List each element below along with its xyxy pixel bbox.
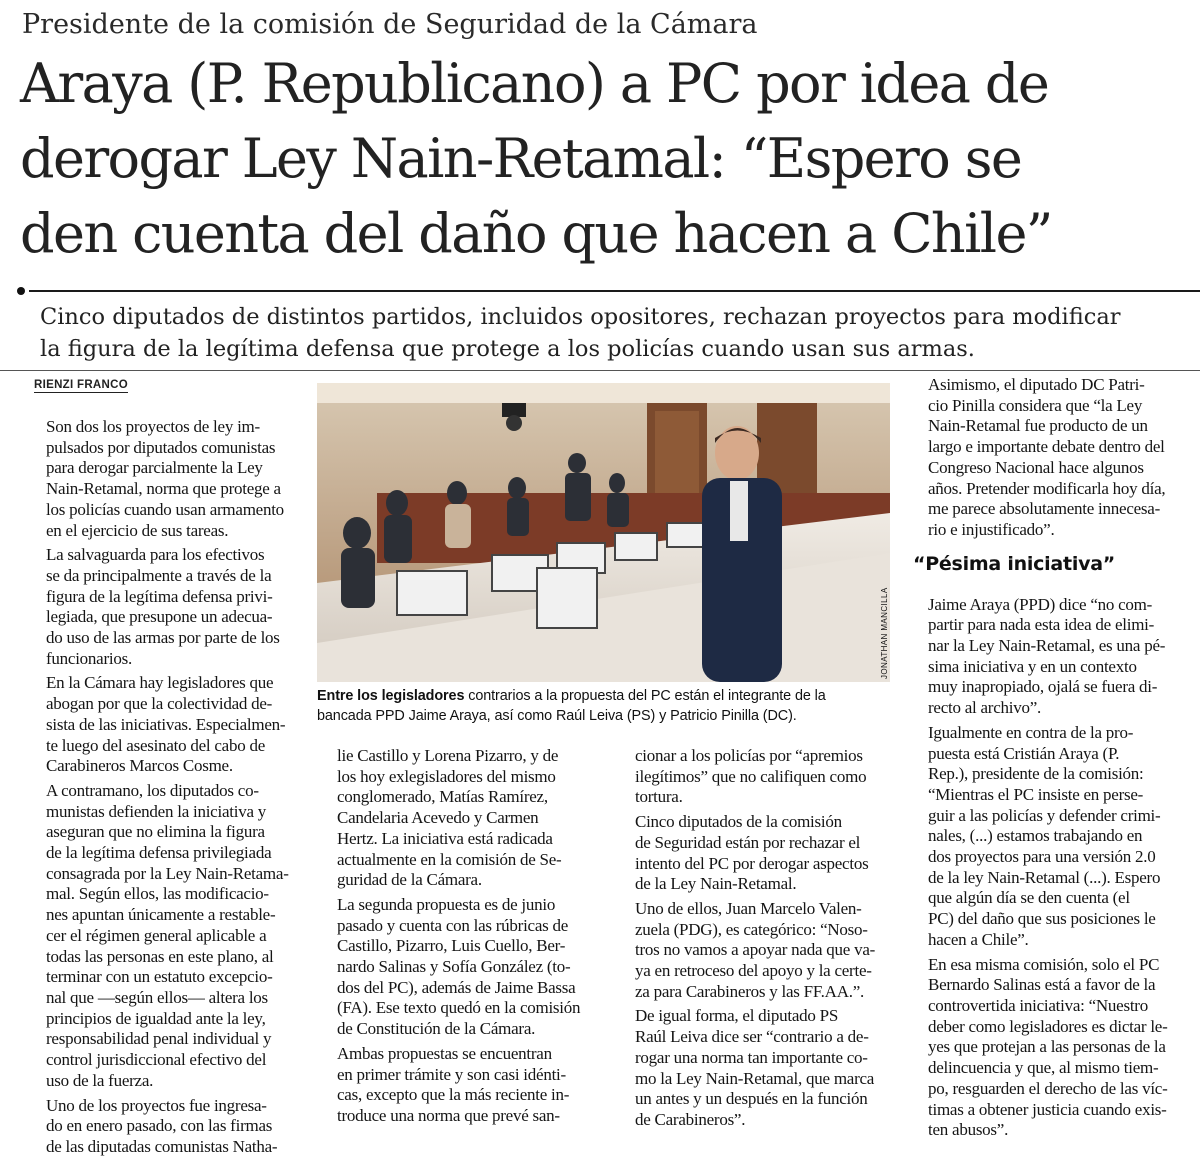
photo-credit: JONATHAN MANCILLA <box>880 587 889 679</box>
text-line: un antes y un después en la función <box>635 1089 868 1109</box>
text-line: De igual forma, el diputado PS <box>635 1006 839 1026</box>
paragraph <box>312 1044 598 1127</box>
text-line: Nain-Retamal, norma que protege a <box>46 479 281 499</box>
text-line: Nain-Retamal fue producto de un <box>928 416 1148 436</box>
text-line: zuela (PDG), es categórico: “Noso- <box>635 919 868 939</box>
text-line: largo e importante debate dentro del <box>928 437 1165 457</box>
text-line: control jurisdiccional efectivo del <box>46 1050 267 1070</box>
deck-line: Cinco diputados de distintos partidos, incluidos opositores, rechazan proyectos para modificar <box>40 304 1121 330</box>
text-line: rio e injustificado”. <box>928 519 1055 539</box>
text-line: en el ejercicio de sus tareas. <box>46 520 229 540</box>
text-line: ilegítimos” que no califiquen como <box>635 766 867 786</box>
deck <box>40 301 1185 365</box>
paragraph <box>903 723 1195 951</box>
text-line: actualmente en la comisión de Se- <box>337 849 562 869</box>
headline-line: Araya (P. Republicano) a PC por idea de <box>20 52 1049 115</box>
text-line: Candelaria Acevedo y Carmen <box>337 808 539 828</box>
text-line: de la legítima defensa privilegiada <box>46 843 272 863</box>
text-line: A contramano, los diputados co- <box>46 780 259 800</box>
text-line: recto al archivo”. <box>928 698 1042 718</box>
text-line: En la Cámara hay legisladores que <box>46 673 274 693</box>
text-line: nes apuntan únicamente a restable- <box>46 905 276 925</box>
paragraph <box>312 746 598 891</box>
kicker: Presidente de la comisión de Seguridad de la Cámara <box>22 9 758 40</box>
text-line: terminar con un estatuto excepcio- <box>46 967 273 987</box>
text-line: do uso de las armas por parte de los <box>46 628 280 648</box>
paragraph <box>21 1096 296 1158</box>
text-line: za para Carabineros y las FF.AA.”. <box>635 981 865 1001</box>
text-line: timas a obtener justicia cuando exis- <box>928 1099 1167 1119</box>
text-line: muy inapropiado, ojalá se fuera di- <box>928 677 1158 697</box>
text-line: de Carabineros”. <box>635 1109 746 1129</box>
paragraph <box>610 1006 895 1130</box>
divider <box>29 290 1200 292</box>
text-line: los hoy exlegisladores del mismo <box>337 766 556 786</box>
text-line: aseguran que no elimina la figura <box>46 822 265 842</box>
paragraph <box>903 595 1195 719</box>
text-line: se da principalmente a través de la <box>46 565 272 585</box>
text-line: mal. Según ellos, las modificacio- <box>46 884 269 904</box>
text-line: funcionarios. <box>46 648 132 668</box>
text-line: yes que protejan a las personas de la <box>928 1037 1166 1057</box>
text-line: Rep.), presidente de la comisión: <box>928 764 1144 784</box>
text-line: controvertida iniciativa: “Nuestro <box>928 995 1148 1015</box>
text-line: Igualmente en contra de la pro- <box>928 722 1134 742</box>
text-line: La salvaguarda para los efectivos <box>46 545 265 565</box>
text-line: Asimismo, el diputado DC Patri- <box>928 375 1145 394</box>
text-line: po, resguarden el derecho de las víc- <box>928 1078 1168 1098</box>
text-line: los policías cuando usan armamento <box>46 499 284 519</box>
text-line: nardo Salinas y Sofía González (to- <box>337 957 571 977</box>
text-line: Uno de los proyectos fue ingresa- <box>46 1095 267 1115</box>
paragraph <box>610 899 895 1003</box>
text-line: ya en retroceso del apoyo y la certe- <box>635 961 872 981</box>
text-line: troduce una norma que prevé san- <box>337 1105 560 1125</box>
text-line: de Constitución de la Cámara. <box>337 1019 536 1039</box>
column-1 <box>21 417 296 1162</box>
text-line: Ambas propuestas se encuentran <box>337 1043 552 1063</box>
text-line: do en enero pasado, con las firmas <box>46 1116 273 1136</box>
deck-line: la figura de la legítima defensa que protege a los policías cuando usan sus armas. <box>40 336 975 362</box>
text-line: puesta está Cristián Araya (P. <box>928 743 1120 763</box>
text-line: pulsados por diputados comunistas <box>46 437 276 457</box>
text-line: me parece absolutamente innecesa- <box>928 499 1160 519</box>
text-line: legiada, que presupone un adecua- <box>46 607 273 627</box>
paragraph <box>21 417 296 541</box>
text-line: todas las personas en este plano, al <box>46 946 274 966</box>
text-line: cionar a los policías por “apremios <box>635 746 863 765</box>
text-line: guridad de la Cámara. <box>337 870 482 890</box>
headline-line: derogar Ley Nain-Retamal: “Espero se <box>20 127 1022 190</box>
paragraph <box>903 375 1195 541</box>
section-subhead: “Pésima iniciativa” <box>913 552 1116 575</box>
paragraph <box>610 746 895 808</box>
photo <box>317 383 890 682</box>
text-line: de las diputadas comunistas Natha- <box>46 1136 278 1156</box>
text-line: lie Castillo y Lorena Pizarro, y de <box>337 746 559 765</box>
text-line: cio Pinilla considera que “la Ley <box>928 395 1143 415</box>
text-line: dos proyectos para una versión 2.0 <box>928 847 1156 867</box>
text-line: sima iniciativa y en un contexto <box>928 656 1137 676</box>
text-line: cas, excepto que la más reciente in- <box>337 1085 570 1105</box>
column-4 <box>903 375 1195 1145</box>
text-line: Raúl Leiva dice ser “contrario a de- <box>635 1027 869 1047</box>
text-line: munistas defienden la iniciativa y <box>46 801 266 821</box>
caption-text: contrarios a la propuesta del PC están el integrante de la <box>464 688 826 704</box>
text-line: principios de igualdad ante la ley, <box>46 1008 266 1028</box>
text-line: Congreso Nacional hace algunos <box>928 457 1144 477</box>
text-line: intento del PC por derogar aspectos <box>635 853 869 873</box>
column-4-top <box>903 375 1195 541</box>
text-line: ten abusos”. <box>928 1120 1009 1140</box>
text-line: Bernardo Salinas está a favor de la <box>928 975 1156 995</box>
text-line: figura de la legítima defensa privi- <box>46 586 273 606</box>
text-line: rogar una norma tan importante co- <box>635 1047 868 1067</box>
paragraph <box>21 545 296 669</box>
text-line: nar la Ley Nain-Retamal, es una pé- <box>928 636 1166 656</box>
text-line: para derogar parcialmente la Ley <box>46 458 263 478</box>
paragraph <box>21 781 296 1092</box>
text-line: Carabineros Marcos Cosme. <box>46 756 233 776</box>
paragraph <box>21 673 296 777</box>
caption-lead: Entre los legisladores <box>317 688 465 704</box>
text-line: abogan por que la colectividad de- <box>46 694 273 714</box>
photo-caption <box>317 686 892 726</box>
divider <box>0 370 1200 371</box>
text-line: Castillo, Pizarro, Luis Cuello, Ber- <box>337 936 566 956</box>
text-line: La segunda propuesta es de junio <box>337 894 556 914</box>
text-line: nal que —según ellos— altera los <box>46 987 268 1007</box>
text-line: tros no vamos a apoyar nada que va- <box>635 940 876 960</box>
paragraph <box>610 812 895 895</box>
text-line: partir para nada esta idea de elimi- <box>928 615 1155 635</box>
deck-bullet-icon <box>17 287 25 295</box>
text-line: de Seguridad están por rechazar el <box>635 832 861 852</box>
text-line: Uno de ellos, Juan Marcelo Valen- <box>635 898 862 918</box>
text-line: Jaime Araya (PPD) dice “no com- <box>928 594 1153 614</box>
text-line: delincuencia y que, al mismo tiem- <box>928 1058 1159 1078</box>
text-line: Cinco diputados de la comisión <box>635 812 842 832</box>
text-line: deber como legisladores es dictar le- <box>928 1016 1168 1036</box>
headline-line: den cuenta del daño que hacen a Chile” <box>20 202 1052 265</box>
paragraph <box>903 955 1195 1141</box>
text-line: conglomerado, Matías Ramírez, <box>337 787 548 807</box>
text-line: que algún día se den cuenta (el <box>928 888 1130 908</box>
text-line: mo la Ley Nain-Retamal, que marca <box>635 1068 875 1088</box>
text-line: responsabilidad penal individual y <box>46 1029 272 1049</box>
text-line: de la ley Nain-Retamal (...). Espero <box>928 867 1161 887</box>
column-3 <box>610 746 895 1135</box>
column-4-bottom <box>903 595 1195 1141</box>
text-line: dos del PC), además de Jaime Bassa <box>337 977 576 997</box>
text-line: uso de la fuerza. <box>46 1070 154 1090</box>
text-line: En esa misma comisión, solo el PC <box>928 954 1160 974</box>
text-line: guir a las policías y defender crimi- <box>928 805 1161 825</box>
text-line: “Mientras el PC insiste en perse- <box>928 784 1144 804</box>
text-line: PC) del daño que sus posiciones le <box>928 909 1156 929</box>
text-line: nales, (...) estamos trabajando en <box>928 826 1143 846</box>
text-line: años. Pretender modificarla hoy día, <box>928 478 1166 498</box>
text-line: sista de las iniciativas. Especialmen- <box>46 714 286 734</box>
text-line: tortura. <box>635 787 683 807</box>
column-2 <box>312 746 598 1131</box>
text-line: (FA). Ese texto quedó en la comisión <box>337 998 581 1018</box>
text-line: consagrada por la Ley Nain-Retama- <box>46 863 289 883</box>
paragraph <box>312 895 598 1040</box>
text-line: de la Ley Nain-Retamal. <box>635 874 797 894</box>
text-line: en primer trámite y son casi idénti- <box>337 1064 566 1084</box>
text-line: Hertz. La iniciativa está radicada <box>337 828 553 848</box>
headline <box>20 46 1195 271</box>
text-line: Son dos los proyectos de ley im- <box>46 417 260 436</box>
caption-text: bancada PPD Jaime Araya, así como Raúl Leiva (PS) y Patricio Pinilla (DC). <box>317 708 797 724</box>
text-line: pasado y cuenta con las rúbricas de <box>337 915 569 935</box>
text-line: cer el régimen general aplicable a <box>46 925 267 945</box>
byline: RIENZI FRANCO <box>34 379 128 391</box>
text-line: te luego del asesinato del cabo de <box>46 735 266 755</box>
photo-illustration <box>317 383 890 682</box>
text-line: hacen a Chile”. <box>928 929 1029 949</box>
